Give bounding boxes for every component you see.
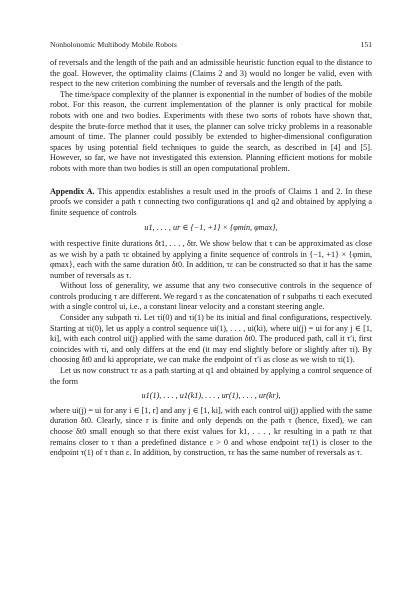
equation: u1(1), . . . , u1(k1), . . . , ur(1), . . . , ur(kr), [141,391,281,401]
page-number: 151 [360,40,372,49]
page-body [50,58,372,459]
running-title: Nonholonomic Multibody Mobile Robots [50,40,177,49]
paragraph: Let us now construct τε as a path starting at q1 and obtained by applying a control sequence of the form [50,366,372,386]
appendix-paragraph [50,187,372,219]
paragraph: Consider any subpath τi. Let τi(0) and τi(1) be its initial and final configurations, respectively. Starting at τi(0), let us apply a control sequence ui(1), . . . , ui(ki), where ui(j) = ui for any j ∈ [1, ki], with each control ui(j) applied with the same duration δt0. The produced path, call it τ′i, first coincides with τi, and only differs at the end (it may end slightly before or slightly after τi). By choosing δt0 and ki appropriate, we can make the endpoint of τ′i as close as we wish to τi(1). [50,313,372,365]
paragraph: of reversals and the length of the path and an admissible heuristic function equal to the distance to the goal. However, the optimality claims (Claims 2 and 3) would no longer be valid, even with respect to the new criterion combining the number of reversals and the length of the path. [50,58,372,89]
paragraph: The time/space complexity of the planner is exponential in the number of bodies of the mobile robot. For this reason, the current implementation of the planner is only practical for mobile robots with one and two bodies. Experiments with these two sorts of robots have shown that, despite the brute-force method that it uses, the planner can solve tricky problems in a reasonable amount of time. The planner could possibly be extended to higher-dimensional configuration spaces by using potential field techniques to guide the search, as described in [4] and [5]. However, so far, we have not investigated this extension. Planning efficient motions for mobile robots with more than two bodies is still an open computational problem. [50,89,372,173]
appendix-intro: This appendix establishes a result used in the proofs of Claims 1 and 2. In these proofs we consider a path τ connecting two configurations q1 and q2 and obtained by applying a finite sequence of controls [50,186,373,217]
paragraph: where ui(j) = ui for any i ∈ [1, r] and any j ∈ [1, ki], with each control ui(j) applied with the same duration δt0. Clearly, since r is finite and only depends on the path τ (hence, fixed), we can choose δt0 small enough so that there exist values for k1, . . . , kr resulting in a path τε that remains closer to τ than a predefined distance ε > 0 and whose endpoint τε(1) is closer to the endpoint τ(1) of τ than ε. In addition, by construction, τε has the same number of reversals as τ. [50,405,372,458]
equation: u1, . . . , ur ∈ {−1, +1} × {φmin, φmax}, [144,223,278,233]
appendix-heading: Appendix A. [50,186,95,196]
paragraph: with respective finite durations δt1, . . . , δtr. We show below that τ can be approximated as close as we wish by a path τε obtained by applying a finite sequence of controls in {−1, +1} × {φmin, φmax}, each with the same duration δt0. In addition, τε can be constructed so that it has the same number of reversals as τ. [50,238,372,280]
paragraph: Without loss of generality, we assume that any two consecutive controls in the sequence of controls producing τ are different. We regard τ as the concatenation of r subpaths τi each executed with a single control ui, i.e., a constant linear velocity and a constant steering angle. [50,281,372,312]
section-gap [50,175,372,187]
